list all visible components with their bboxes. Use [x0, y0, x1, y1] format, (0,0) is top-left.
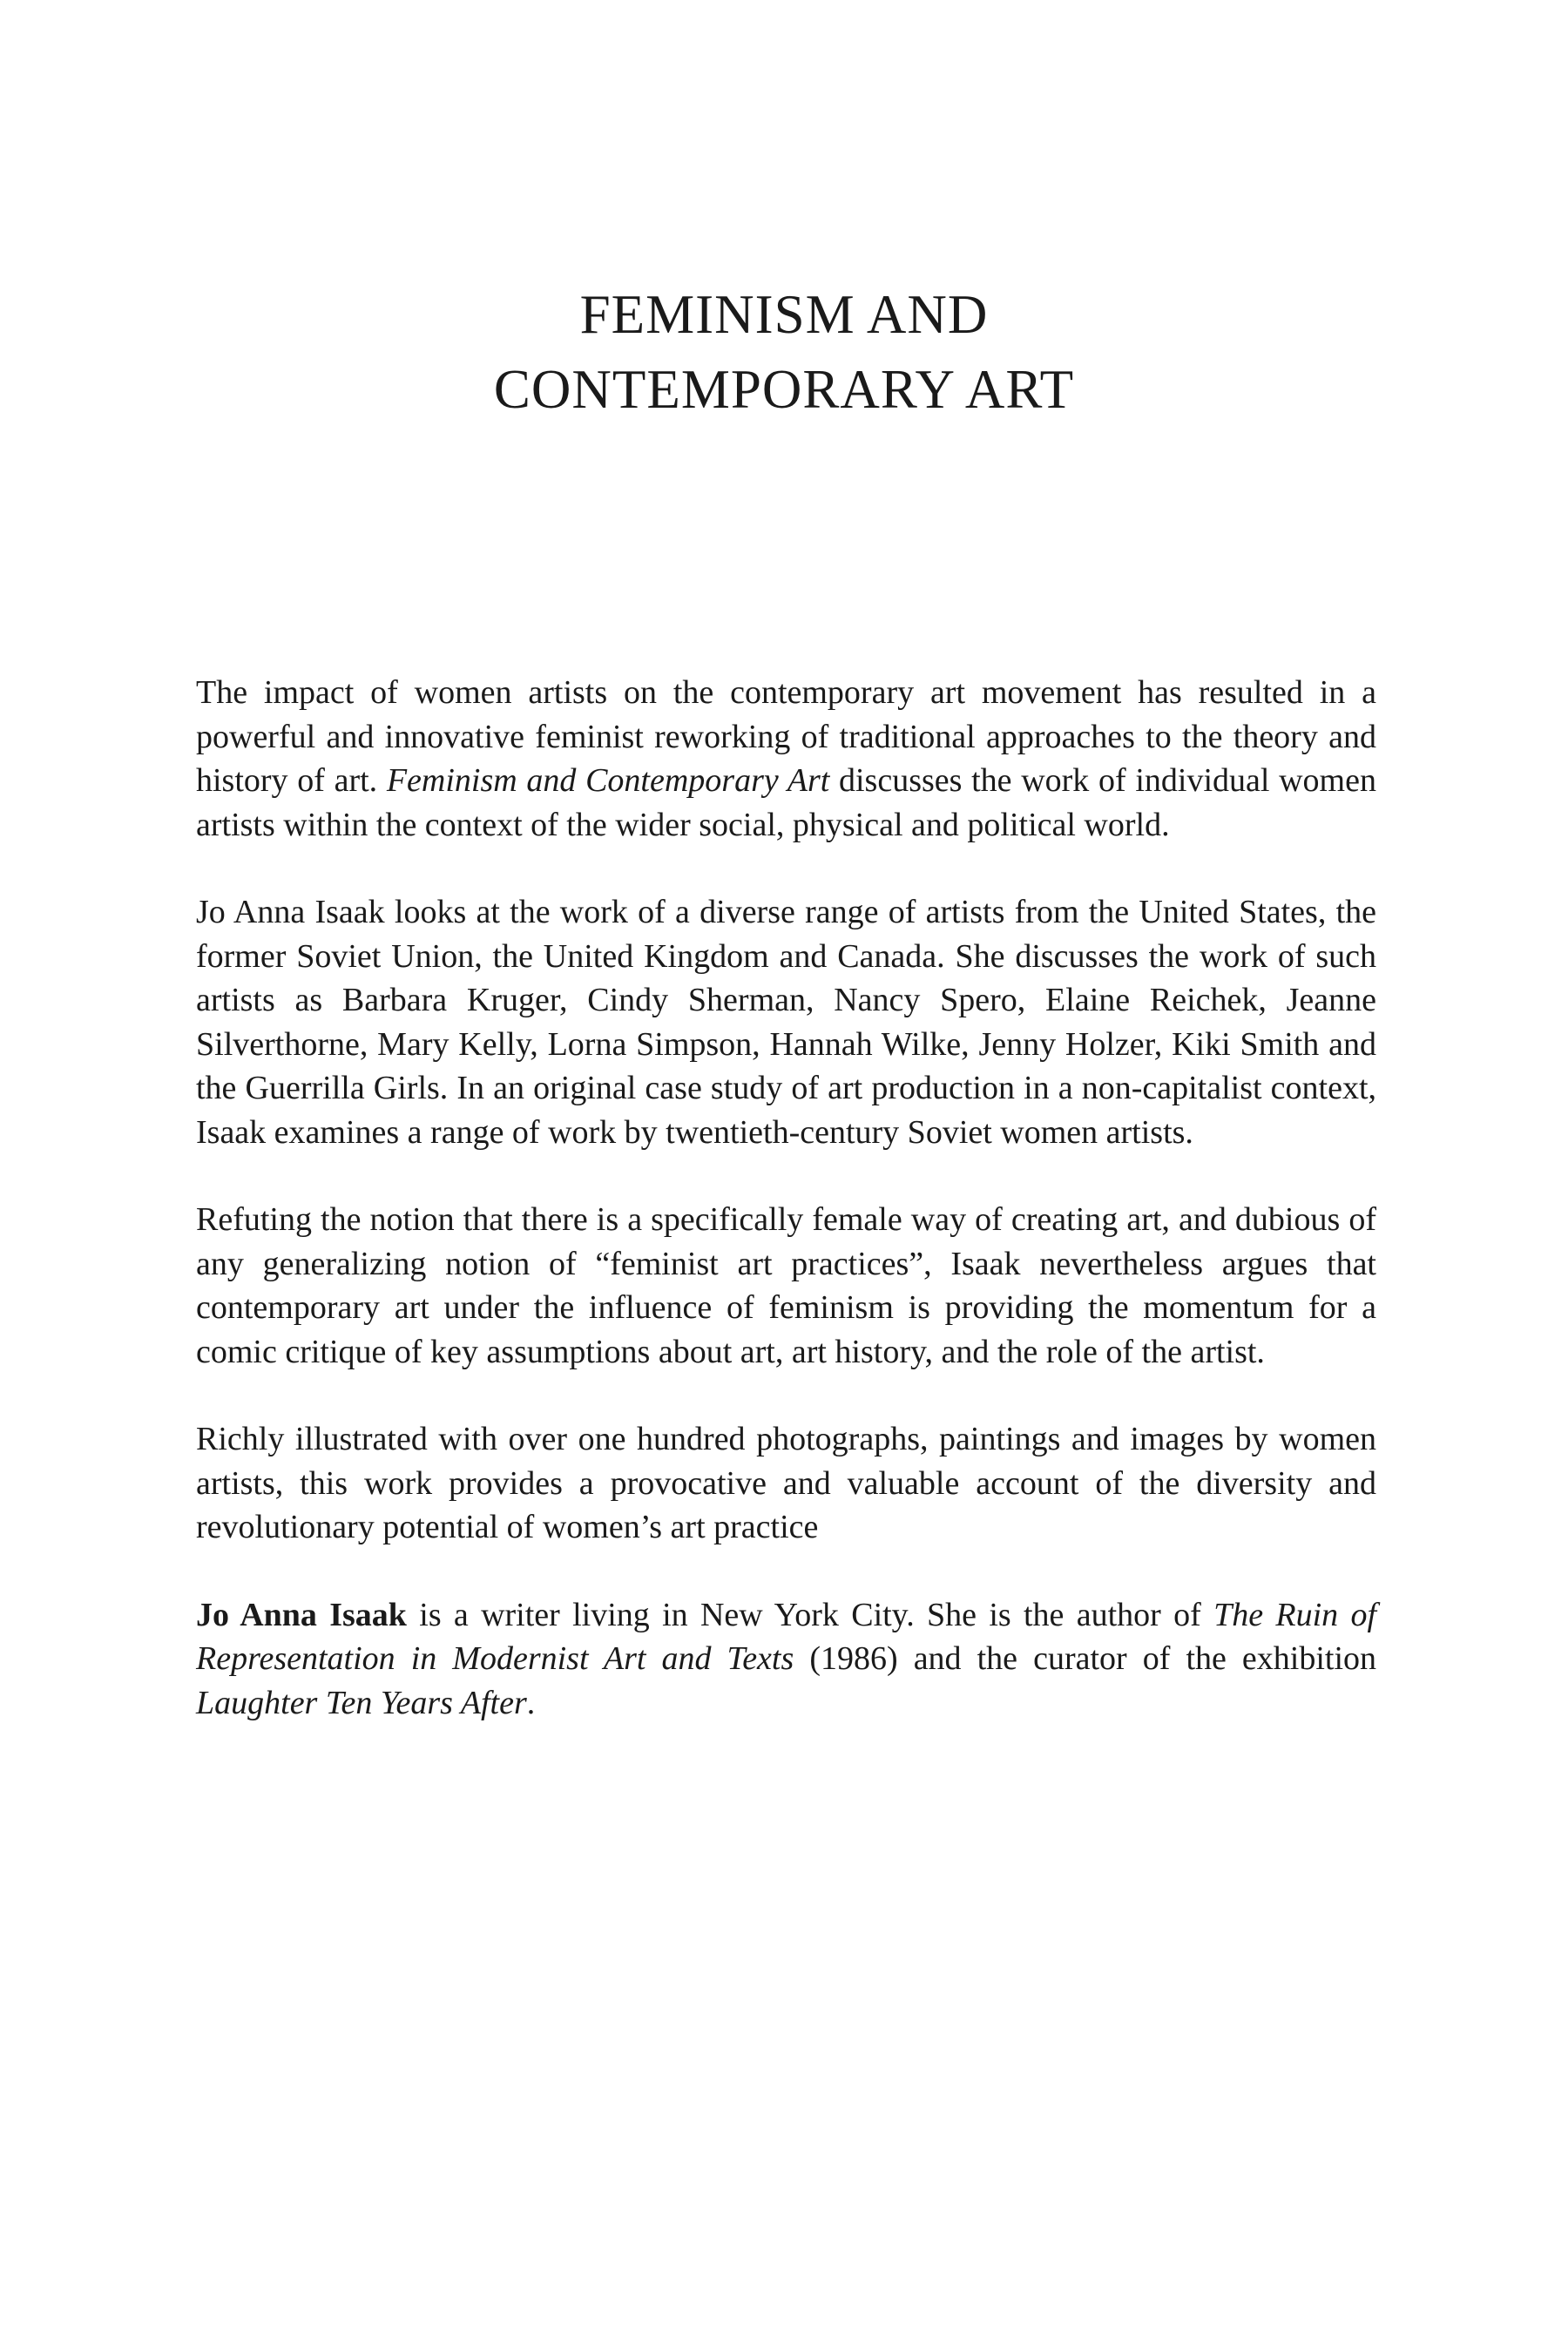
bio-book-2: Laughter Ten Years After — [196, 1684, 527, 1721]
title-line-2: CONTEMPORARY ART — [493, 359, 1075, 420]
intro-text-a: The impact of women artists on the contemporary art movement has resulted in a powerful and innovative feminist reworking of traditional approaches to the theory and history of art. — [196, 674, 1376, 799]
bio-book-1: The Ruin of Representation in Modernist Art and Texts — [196, 1596, 1377, 1677]
paragraph-intro — [196, 671, 1376, 847]
bio-text-a: is a writer living in New York City. She is the author of — [406, 1596, 1214, 1633]
intro-text-b: discusses the work of individual women artists within the context of the wider social, physical and political world. — [196, 762, 1376, 843]
author-name: Jo Anna Isaak — [196, 1596, 407, 1633]
title-line-1: FEMINISM AND — [579, 284, 989, 345]
paragraph-artists: Jo Anna Isaak looks at the work of a diverse range of artists from the United States, the former Soviet Union, the United Kingdom and Canada. She discusses the work of such artists as Barbara Kruger, Cindy Sherman, Nancy Spero, Elaine Reichek, Jeanne Silverthorne, Mary Kelly, Lorna Simpson, Hannah Wilke, Jenny Holzer, Kiki Smith and the Guerrilla Girls. In an original case study of art production in a non-capitalist context, Isaak examines a range of work by twentieth-century Soviet women artists. — [196, 894, 1376, 1151]
page-title — [0, 277, 1568, 427]
blurb-body — [196, 671, 1376, 1725]
bio-text-c: . — [526, 1684, 536, 1721]
paragraph-illustrations: Richly illustrated with over one hundred photographs, paintings and images by women artists, this work provides a provocative and valuable account of the diversity and revolutionary potential of women’s art practice — [196, 1421, 1376, 1545]
author-bio — [196, 1593, 1376, 1726]
paragraph-argument: Refuting the notion that there is a specifically female way of creating art, and dubious of any generalizing notion of “feminist art practices”, Isaak nevertheless argues that contemporary art under the influence of feminism is providing the momentum for a comic critique of key assumptions about art, art history, and the role of the artist. — [196, 1201, 1376, 1370]
bio-text-b: (1986) and the curator of the exhibition — [794, 1640, 1377, 1677]
intro-book-title: Feminism and Contemporary Art — [386, 762, 830, 799]
